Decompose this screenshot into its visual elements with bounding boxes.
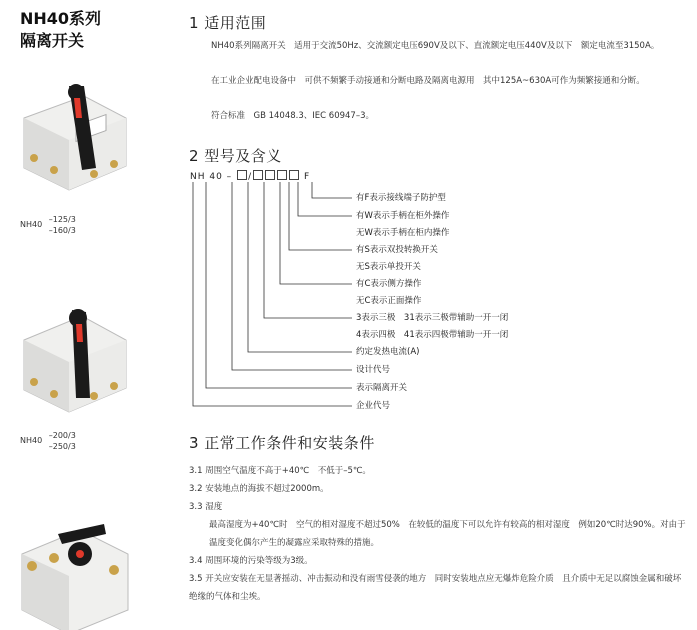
model-base: NH40 xyxy=(20,220,43,229)
section1-standards: 符合标准 GB 14048.3、IEC 60947–3。 xyxy=(211,111,374,121)
condition-item: 最高湿度为+40℃时 空气的相对湿度不超过50% 在较低的温度下可以允许有较高的相对湿度 例如20℃时达90%。对由于温度变化偶尔产生的凝露应采取特殊的措施。 xyxy=(209,520,686,548)
model-code-prefix: NH 40 – xyxy=(190,172,233,182)
code-meaning: 有W表示手柄在柜外操作 xyxy=(356,211,450,221)
condition-item: 3.3 湿度 xyxy=(189,502,223,512)
series-title-line2: 隔离开关 xyxy=(20,31,85,50)
model-code: NH 40 – / F xyxy=(190,172,311,182)
code-meaning: 有C表示侧方操作 xyxy=(356,279,422,289)
section3-heading: 3 正常工作条件和安装条件 xyxy=(189,434,375,452)
code-meaning: 设计代号 xyxy=(356,365,391,375)
section1-heading: 1 适用范围 xyxy=(189,14,267,32)
code-meaning: 企业代号 xyxy=(356,401,391,411)
model-variant: –125/3 xyxy=(48,215,76,224)
code-meaning: 有S表示双投转换开关 xyxy=(356,245,438,255)
code-meaning: 无C表示正面操作 xyxy=(356,296,422,306)
code-meaning: 3表示三极 31表示三极带辅助一开一闭 xyxy=(356,313,509,323)
model-variant: –200/3 xyxy=(48,431,76,440)
model-code-suffix: F xyxy=(303,172,311,182)
code-meaning: 4表示四极 41表示四极带辅助一开一闭 xyxy=(356,330,509,340)
model-variant: –160/3 xyxy=(48,226,76,235)
conditions-list xyxy=(189,462,689,606)
model-variant: –250/3 xyxy=(48,442,76,451)
section1-paragraph-2: 在工业企业配电设备中 可供不频繁手动接通和分断电路及隔离电源用 其中125A~630A可作为频繁接通和分断。 xyxy=(211,76,645,86)
model-base: NH40 xyxy=(20,436,43,445)
condition-item: 3.1 周围空气温度不高于+40℃ 不低于–5℃。 xyxy=(189,466,371,476)
code-meaning: 无S表示单投开关 xyxy=(356,262,421,272)
section1-paragraph-1: NH40系列隔离开关 适用于交流50Hz、交流额定电压690V及以下、直流额定电压440V及以下 额定电流至3150A。 xyxy=(211,41,660,51)
condition-item: 3.4 周围环境的污染等级为3级。 xyxy=(189,556,313,566)
code-meaning: 有F表示接线端子防护型 xyxy=(356,193,446,203)
condition-item: 3.5 开关应安装在无显著摇动、冲击振动和没有雨雪侵袭的地方 同时安装地点应无爆炸危险介质 且介质中无足以腐蚀金属和破坏绝缘的气体和尘埃。 xyxy=(189,574,682,602)
code-meaning: 表示隔离开关 xyxy=(356,383,408,393)
section2-heading: 2 型号及含义 xyxy=(189,147,282,165)
series-title-line1: NH40系列 xyxy=(20,9,102,28)
code-meaning: 约定发热电流(A) xyxy=(356,347,420,357)
code-meaning: 无W表示手柄在柜内操作 xyxy=(356,228,450,238)
condition-item: 3.2 安装地点的海拔不超过2000m。 xyxy=(189,484,329,494)
